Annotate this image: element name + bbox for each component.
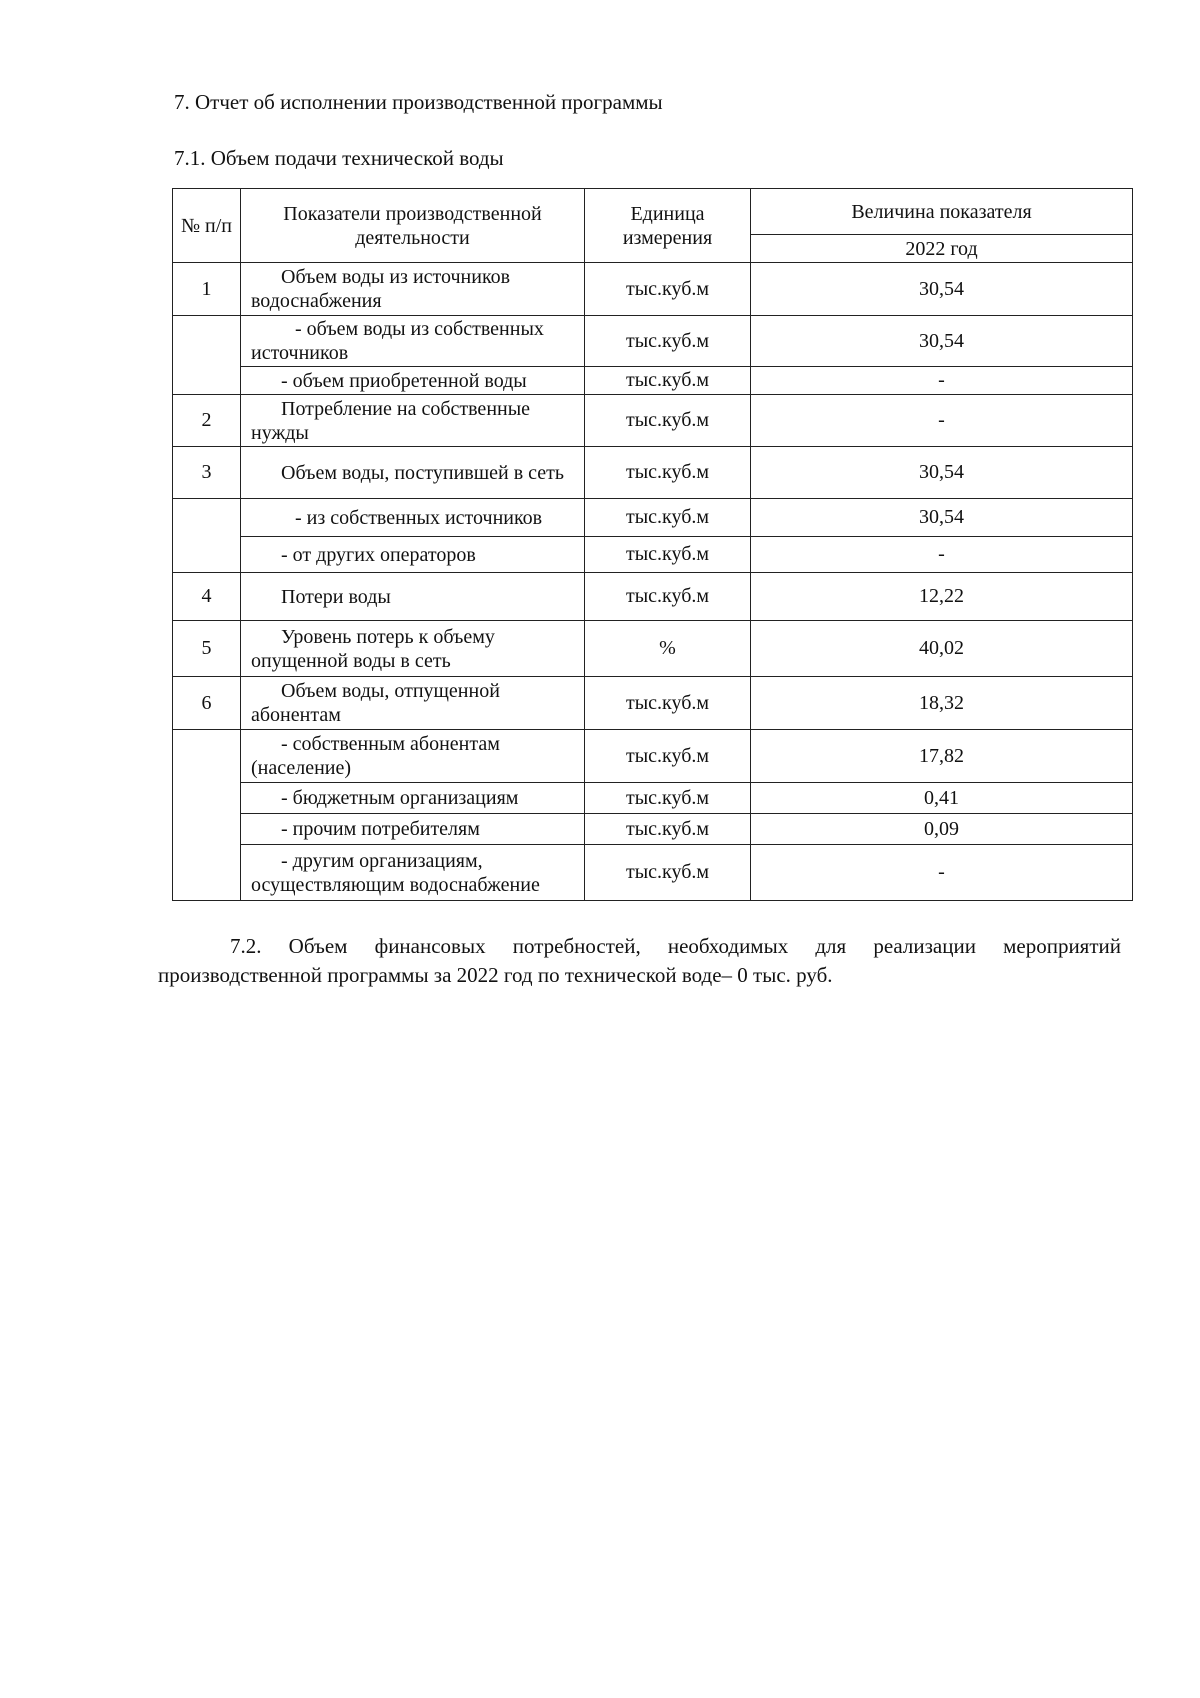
row-value: 40,02	[751, 621, 1133, 677]
row-num: 3	[173, 447, 241, 499]
row-indicator: - от других операторов	[241, 537, 585, 573]
row-num: 5	[173, 621, 241, 677]
row-value: -	[751, 395, 1133, 447]
row-num	[173, 730, 241, 901]
row-value: -	[751, 537, 1133, 573]
row-indicator: - объем воды из собственных источников	[241, 316, 585, 367]
row-indicator: Потребление на собственные нужды	[241, 395, 585, 447]
row-value: 30,54	[751, 499, 1133, 537]
row-indicator: - другим организациям, осуществляющим водоснабжение	[241, 845, 585, 901]
financial-needs-paragraph: 7.2. Объем финансовых потребностей, необходимых для реализации мероприятий производственной программы за 2022 год по технической воде– 0 тыс. руб.	[158, 934, 1121, 987]
section-heading: 7. Отчет об исполнении производственной программы	[174, 90, 663, 114]
row-unit: тыс.куб.м	[585, 316, 751, 367]
header-value: Величина показателя	[751, 189, 1133, 235]
row-unit: тыс.куб.м	[585, 447, 751, 499]
table-row	[173, 573, 1133, 621]
row-value: -	[751, 367, 1133, 395]
row-num: 4	[173, 573, 241, 621]
header-num: № п/п	[173, 189, 241, 263]
header-year: 2022 год	[751, 235, 1133, 263]
row-indicator: Уровень потерь к объему опущенной воды в сеть	[241, 621, 585, 677]
row-unit: тыс.куб.м	[585, 537, 751, 573]
table-row	[173, 447, 1133, 499]
production-program-table	[172, 188, 1133, 901]
row-unit: тыс.куб.м	[585, 783, 751, 814]
header-unit: Единица измерения	[585, 189, 751, 263]
table-row	[173, 845, 1133, 901]
table-row	[173, 730, 1133, 783]
row-value: 0,41	[751, 783, 1133, 814]
row-unit: тыс.куб.м	[585, 367, 751, 395]
row-indicator: Объем воды, отпущенной абонентам	[241, 677, 585, 730]
table-row	[173, 263, 1133, 316]
row-unit: тыс.куб.м	[585, 677, 751, 730]
row-indicator: Потери воды	[241, 573, 585, 621]
row-indicator: Объем воды, поступившей в сеть	[241, 447, 585, 499]
row-indicator: - бюджетным организациям	[241, 783, 585, 814]
row-unit: тыс.куб.м	[585, 499, 751, 537]
row-indicator: Объем воды из источников водоснабжения	[241, 263, 585, 316]
row-num: 6	[173, 677, 241, 730]
row-indicator: - из собственных источников	[241, 499, 585, 537]
row-num	[173, 316, 241, 395]
row-value: 30,54	[751, 263, 1133, 316]
table-row	[173, 814, 1133, 845]
row-indicator: - прочим потребителям	[241, 814, 585, 845]
row-unit: %	[585, 621, 751, 677]
row-unit: тыс.куб.м	[585, 845, 751, 901]
row-num: 2	[173, 395, 241, 447]
header-indicator: Показатели производственной деятельности	[241, 189, 585, 263]
row-unit: тыс.куб.м	[585, 814, 751, 845]
table-row	[173, 499, 1133, 537]
row-unit: тыс.куб.м	[585, 395, 751, 447]
row-unit: тыс.куб.м	[585, 573, 751, 621]
table-row	[173, 316, 1133, 367]
table-row	[173, 621, 1133, 677]
table-row	[173, 395, 1133, 447]
row-value: -	[751, 845, 1133, 901]
row-unit: тыс.куб.м	[585, 263, 751, 316]
row-value: 30,54	[751, 316, 1133, 367]
row-value: 18,32	[751, 677, 1133, 730]
subsection-heading: 7.1. Объем подачи технической воды	[174, 146, 504, 170]
row-indicator: - объем приобретенной воды	[241, 367, 585, 395]
table-row	[173, 367, 1133, 395]
row-num	[173, 499, 241, 573]
table-row	[173, 537, 1133, 573]
table-row	[173, 783, 1133, 814]
row-unit: тыс.куб.м	[585, 730, 751, 783]
row-value: 0,09	[751, 814, 1133, 845]
row-value: 17,82	[751, 730, 1133, 783]
row-indicator: - собственным абонентам (население)	[241, 730, 585, 783]
table-row	[173, 677, 1133, 730]
row-num: 1	[173, 263, 241, 316]
row-value: 12,22	[751, 573, 1133, 621]
row-value: 30,54	[751, 447, 1133, 499]
